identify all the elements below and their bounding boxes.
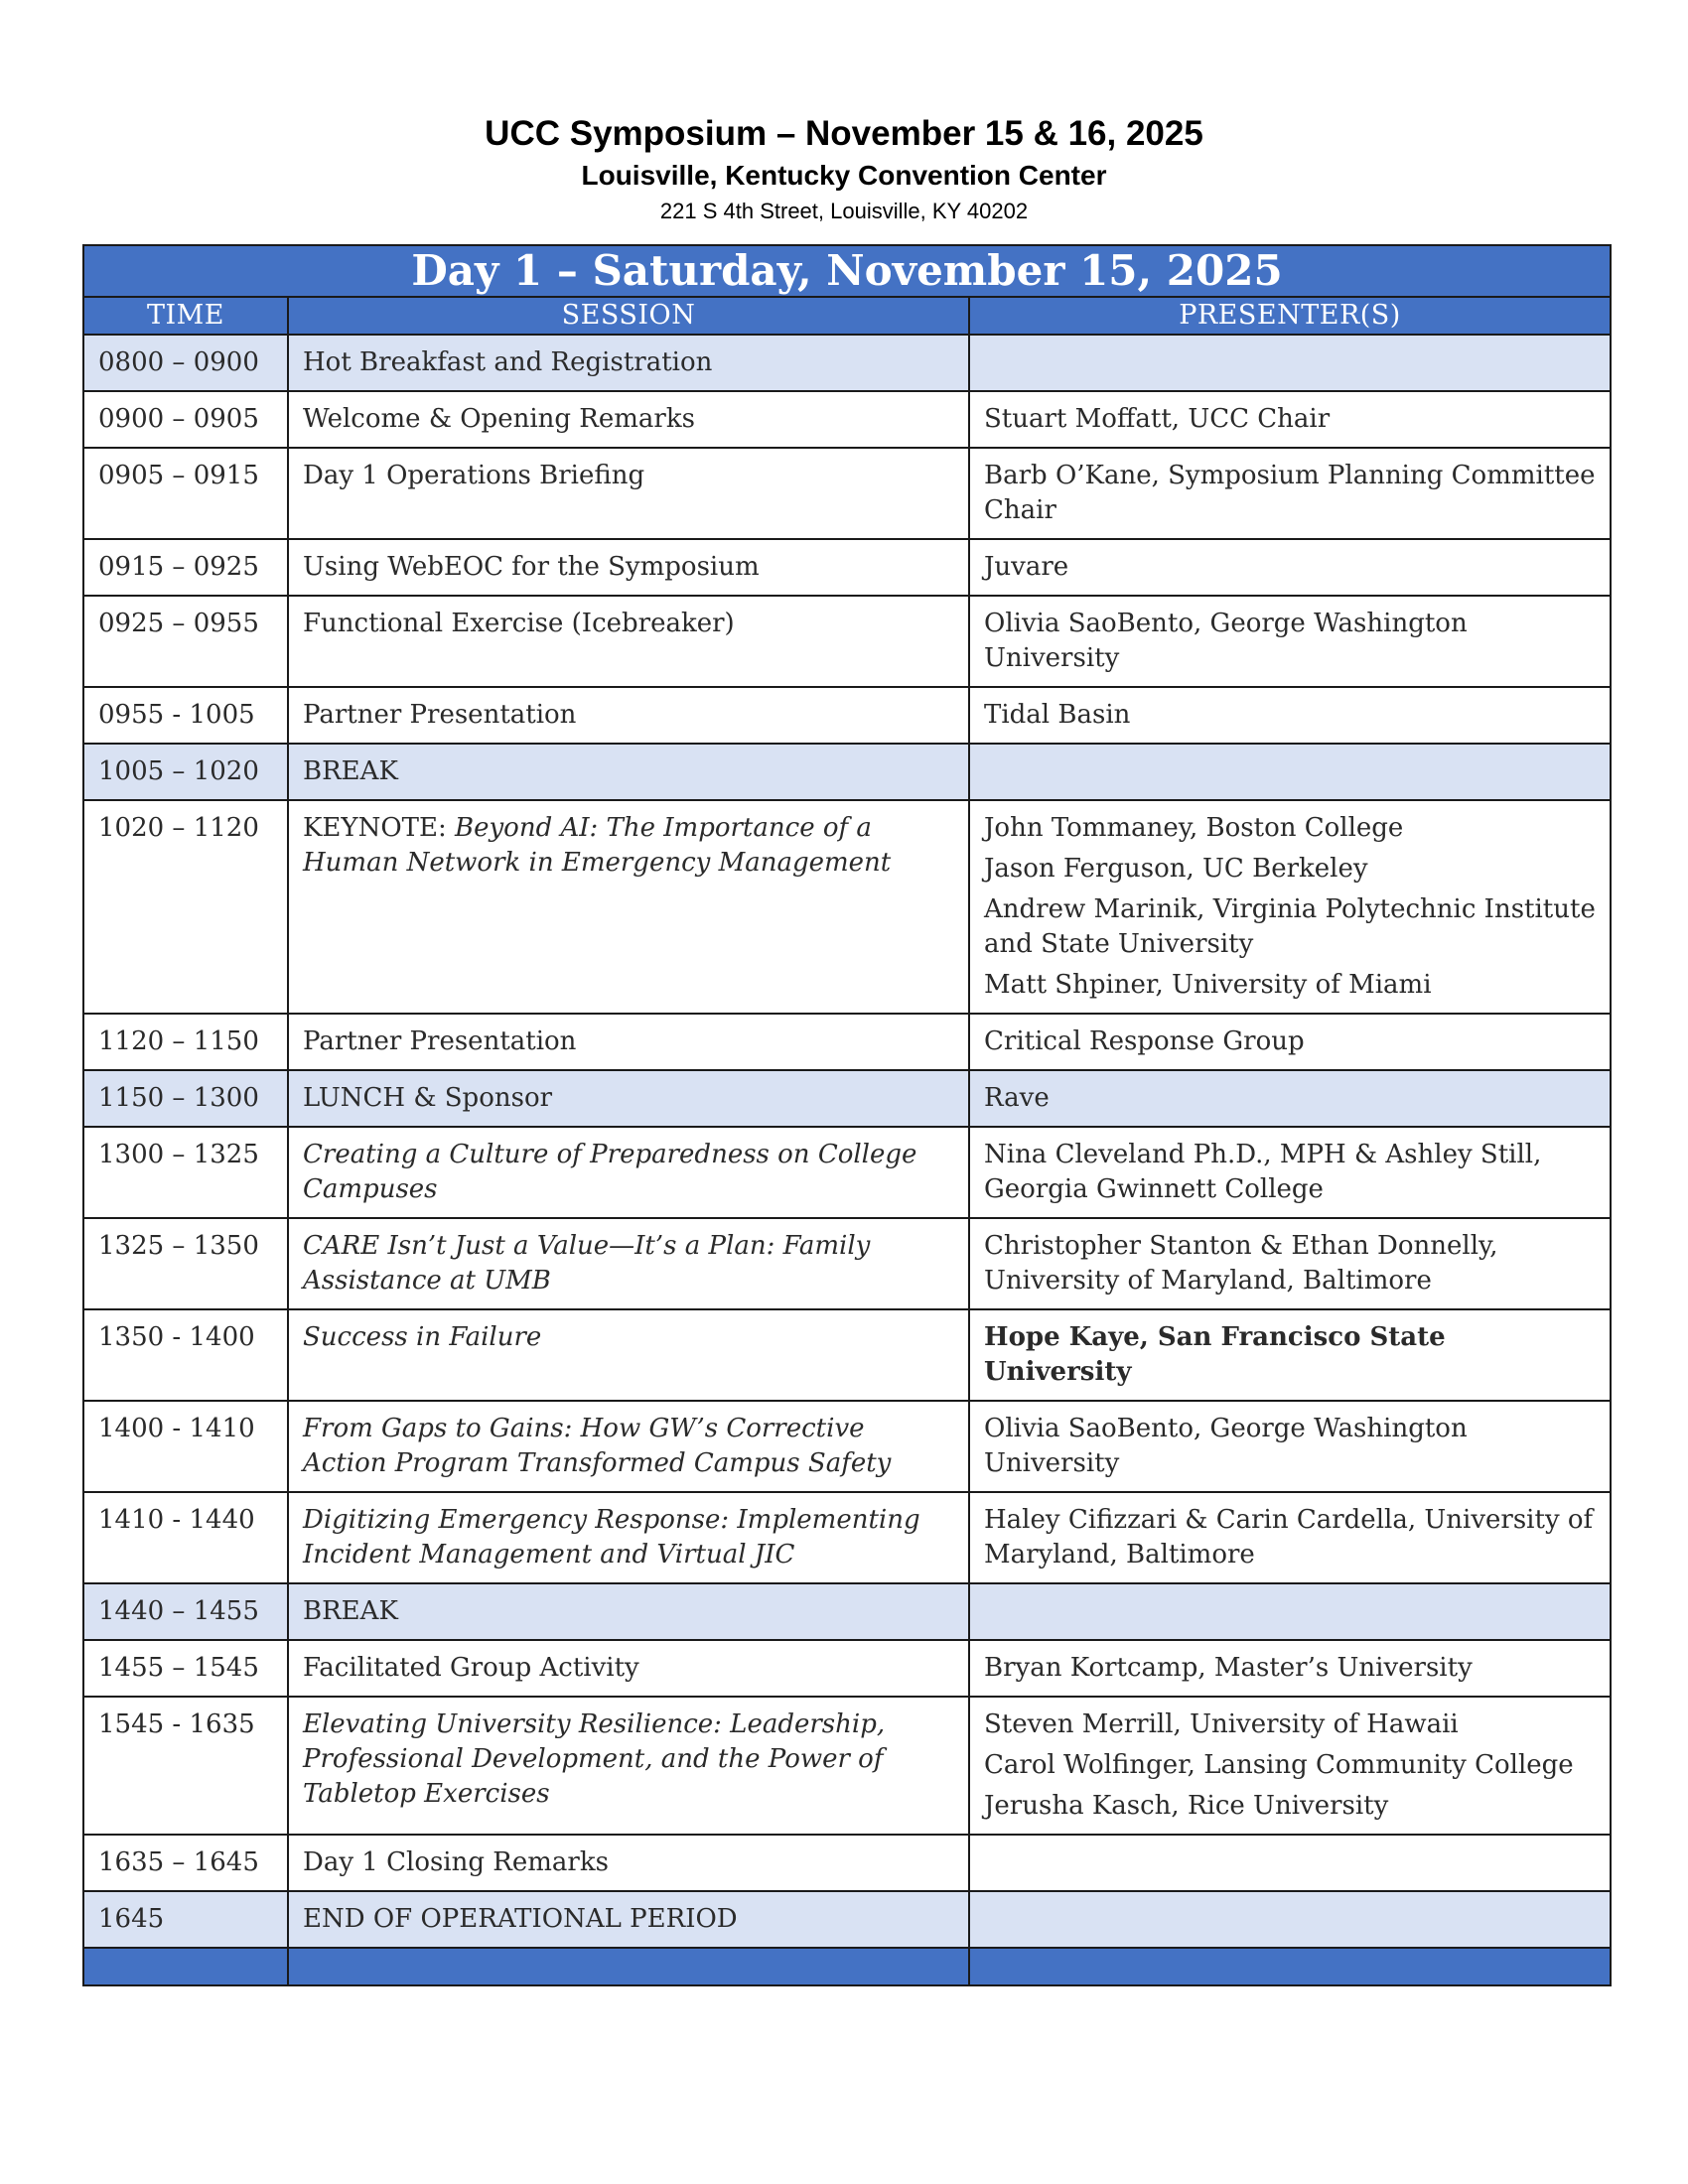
session-cell: Welcome & Opening Remarks <box>288 391 969 448</box>
presenter-line: Matt Shpiner, University of Miami <box>984 970 1432 1000</box>
session-prefix: KEYNOTE: <box>303 813 455 843</box>
presenter-line: Jerusha Kasch, Rice University <box>984 1791 1389 1821</box>
time-cell: 1635 – 1645 <box>83 1835 288 1891</box>
time-cell: 1545 - 1635 <box>83 1697 288 1835</box>
document-title: UCC Symposium – November 15 & 16, 2025 <box>485 114 1203 153</box>
session-cell <box>288 800 969 1014</box>
time-cell: 1440 – 1455 <box>83 1583 288 1640</box>
session-cell: BREAK <box>288 1583 969 1640</box>
session-cell: Day 1 Closing Remarks <box>288 1835 969 1891</box>
table-row <box>83 335 1611 391</box>
presenter-cell: Haley Cifizzari & Carin Cardella, University of Maryland, Baltimore <box>969 1492 1611 1583</box>
time-cell: 1400 - 1410 <box>83 1401 288 1492</box>
session-title: Beyond AI: The Importance of a Human Network in Emergency Management <box>303 813 892 878</box>
presenter-cell <box>969 1697 1611 1835</box>
time-cell: 1645 <box>83 1891 288 1948</box>
presenter-cell: Olivia SaoBento, George Washington University <box>969 596 1611 687</box>
table-row <box>83 448 1611 539</box>
session-cell: Partner Presentation <box>288 1014 969 1070</box>
column-header-time: TIME <box>83 297 288 335</box>
venue-address: 221 S 4th Street, Louisville, KY 40202 <box>659 199 1029 223</box>
presenter-cell <box>969 744 1611 800</box>
session-cell: Digitizing Emergency Response: Implementing Incident Management and Virtual JIC <box>288 1492 969 1583</box>
session-cell: BREAK <box>288 744 969 800</box>
table-row <box>83 1014 1611 1070</box>
presenter-line: Carol Wolfinger, Lansing Community College <box>984 1750 1574 1780</box>
session-cell: CARE Isn’t Just a Value—It’s a Plan: Family Assistance at UMB <box>288 1218 969 1309</box>
day-title-row <box>83 245 1611 297</box>
day-title: Day 1 – Saturday, November 15, 2025 <box>83 245 1611 297</box>
table-row <box>83 1640 1611 1697</box>
presenter-cell <box>969 800 1611 1014</box>
presenter-line: Jason Ferguson, UC Berkeley <box>984 854 1368 884</box>
footer-cell <box>288 1948 969 1985</box>
table-row <box>83 539 1611 596</box>
time-cell: 0905 – 0915 <box>83 448 288 539</box>
presenter-cell: Stuart Moffatt, UCC Chair <box>969 391 1611 448</box>
footer-cell <box>969 1948 1611 1985</box>
column-header-row <box>83 297 1611 335</box>
table-row <box>83 1891 1611 1948</box>
presenter-cell: Olivia SaoBento, George Washington University <box>969 1401 1611 1492</box>
table-row <box>83 1835 1611 1891</box>
session-cell: Success in Failure <box>288 1309 969 1401</box>
table-row <box>83 687 1611 744</box>
presenter-cell: Hope Kaye, San Francisco State University <box>969 1309 1611 1401</box>
time-cell: 1300 – 1325 <box>83 1127 288 1218</box>
presenter-cell: Christopher Stanton & Ethan Donnelly, University of Maryland, Baltimore <box>969 1218 1611 1309</box>
table-row <box>83 1583 1611 1640</box>
table-row <box>83 1070 1611 1127</box>
time-cell: 1020 – 1120 <box>83 800 288 1014</box>
column-header-presenters: PRESENTER(S) <box>969 297 1611 335</box>
table-row <box>83 800 1611 1014</box>
presenter-cell: Rave <box>969 1070 1611 1127</box>
presenter-cell: Critical Response Group <box>969 1014 1611 1070</box>
presenter-cell: Nina Cleveland Ph.D., MPH & Ashley Still, Georgia Gwinnett College <box>969 1127 1611 1218</box>
time-cell: 1005 – 1020 <box>83 744 288 800</box>
time-cell: 1150 – 1300 <box>83 1070 288 1127</box>
presenter-line: Andrew Marinik, Virginia Polytechnic Institute and State University <box>984 894 1596 959</box>
table-row <box>83 1697 1611 1835</box>
session-cell: Facilitated Group Activity <box>288 1640 969 1697</box>
time-cell: 1350 - 1400 <box>83 1309 288 1401</box>
time-cell: 1325 – 1350 <box>83 1218 288 1309</box>
presenter-cell: Barb O’Kane, Symposium Planning Committee Chair <box>969 448 1611 539</box>
table-row <box>83 596 1611 687</box>
time-cell: 0955 - 1005 <box>83 687 288 744</box>
venue-name: Louisville, Kentucky Convention Center <box>581 160 1107 191</box>
time-cell: 0900 – 0905 <box>83 391 288 448</box>
table-row <box>83 1492 1611 1583</box>
table-row <box>83 1309 1611 1401</box>
footer-cell <box>83 1948 288 1985</box>
presenter-cell: Bryan Kortcamp, Master’s University <box>969 1640 1611 1697</box>
presenter-cell <box>969 1583 1611 1640</box>
session-cell: From Gaps to Gains: How GW’s Corrective Action Program Transformed Campus Safety <box>288 1401 969 1492</box>
time-cell: 1455 – 1545 <box>83 1640 288 1697</box>
time-cell: 1120 – 1150 <box>83 1014 288 1070</box>
table-row <box>83 744 1611 800</box>
session-cell: Functional Exercise (Icebreaker) <box>288 596 969 687</box>
column-header-session: SESSION <box>288 297 969 335</box>
presenter-line: John Tommaney, Boston College <box>984 813 1404 843</box>
presenter-cell <box>969 1891 1611 1948</box>
table-row <box>83 391 1611 448</box>
time-cell: 0915 – 0925 <box>83 539 288 596</box>
presenter-cell <box>969 335 1611 391</box>
session-cell: Partner Presentation <box>288 687 969 744</box>
document-header <box>0 111 1688 228</box>
presenter-line: Steven Merrill, University of Hawaii <box>984 1709 1459 1739</box>
table-footer-row <box>83 1948 1611 1985</box>
time-cell: 0800 – 0900 <box>83 335 288 391</box>
session-cell: Using WebEOC for the Symposium <box>288 539 969 596</box>
session-cell: Elevating University Resilience: Leadership, Professional Development, and the Power of Tabletop Exercises <box>288 1697 969 1835</box>
table-row <box>83 1218 1611 1309</box>
session-cell: Day 1 Operations Briefing <box>288 448 969 539</box>
schedule-table <box>82 244 1612 1986</box>
session-cell: END OF OPERATIONAL PERIOD <box>288 1891 969 1948</box>
time-cell: 1410 - 1440 <box>83 1492 288 1583</box>
presenter-cell: Juvare <box>969 539 1611 596</box>
table-row <box>83 1127 1611 1218</box>
table-row <box>83 1401 1611 1492</box>
time-cell: 0925 – 0955 <box>83 596 288 687</box>
presenter-cell: Tidal Basin <box>969 687 1611 744</box>
session-cell: Hot Breakfast and Registration <box>288 335 969 391</box>
session-cell: LUNCH & Sponsor <box>288 1070 969 1127</box>
session-cell: Creating a Culture of Preparedness on College Campuses <box>288 1127 969 1218</box>
presenter-cell <box>969 1835 1611 1891</box>
